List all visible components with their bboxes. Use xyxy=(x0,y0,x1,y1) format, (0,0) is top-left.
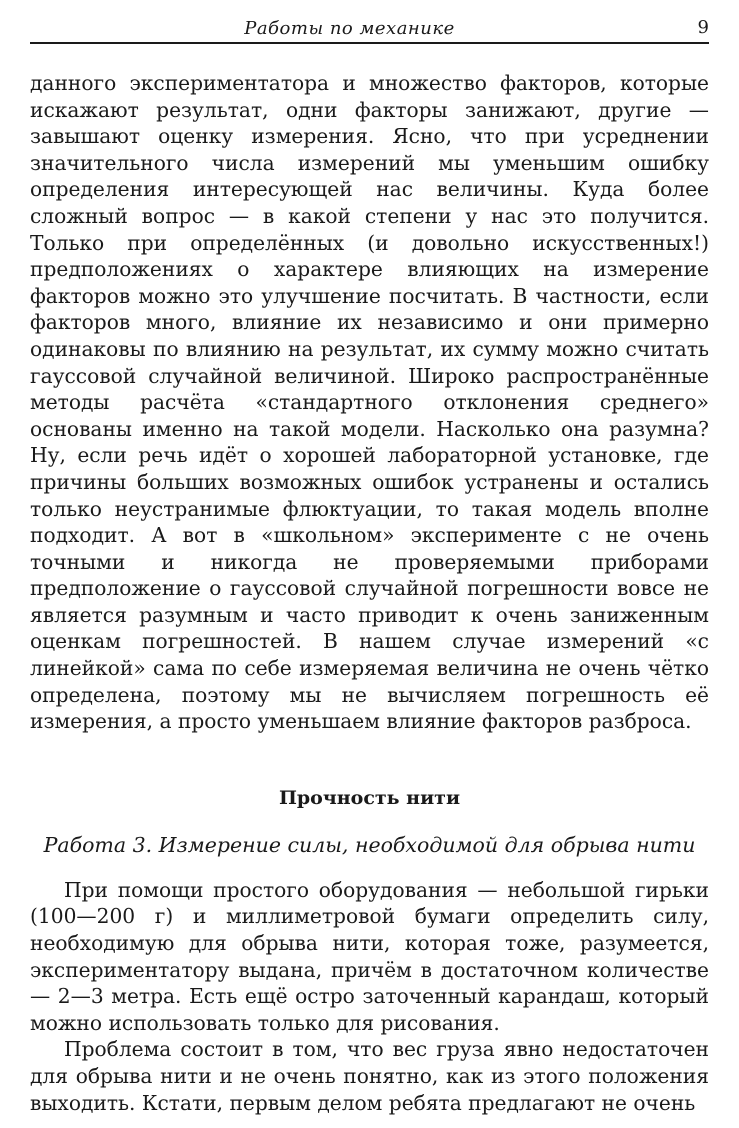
body-text-top xyxy=(30,70,709,735)
running-title: Работы по механике xyxy=(244,18,455,39)
section-title: Прочность нити xyxy=(278,786,461,809)
running-header xyxy=(30,0,709,44)
paragraph: Проблема состоит в том, что вес груза явно недостаточен для обрыва нити и не очень понятно, как из этого положения выходить. Кстати, первым делом ребята предлагают не очень xyxy=(30,1037,709,1115)
paragraph: При помощи простого оборудования — небольшой гирьки (100—200 г) и миллиметровой бумаги определить силу, необходимую для обрыва нити, которая тоже, разумеется, экспериментатору выдана, причём в достаточном количестве — 2—3 метра. Есть ещё остро заточенный карандаш, который можно использовать только для рисования. xyxy=(30,877,709,1035)
page-number: 9 xyxy=(697,17,709,38)
paragraph: данного экспериментатора и множество факторов, которые искажают результат, одни факторы занижают, другие — завышают оценку измерения. Ясно, что при усреднении значительного числа измерений мы уменьшим ошибку определения интересующей нас величины. Куда более сложный вопрос — в какой степени у нас это получится. Только при определённых (и довольно искусственных!) предположениях о характере влияющих на измерение факторов можно это улучшение посчитать. В частности, если факторов много, влияние их независимо и они примерно одинаковы по влиянию на результат, их сумму можно считать гауссовой случайной величиной. Широко распространённые методы расчёта «стандартного отклонения среднего» основаны именно на такой модели. Насколько она разумна? Ну, если речь идёт о хорошей лабораторной установке, где причины больших возможных ошибок устранены и остались только неустранимые флюктуации, то такая модель вполне подходит. А вот в «школьном» эксперименте с не очень точными и никогда не проверяемыми приборами предположение о гауссовой случайной погрешности вовсе не является разумным и часто приводит к очень заниженным оценкам погрешностей. В нашем случае измерений «с линейкой» сама по себе измеряемая величина не очень чётко определена, поэтому мы не вычисляем погрешность её измерения, а просто уменьшаем влияние факторов разброса. xyxy=(30,71,709,734)
work-title: Работа 3. Измерение силы, необходимой для обрыва нити xyxy=(43,832,696,857)
body-text-bottom xyxy=(30,877,709,1116)
